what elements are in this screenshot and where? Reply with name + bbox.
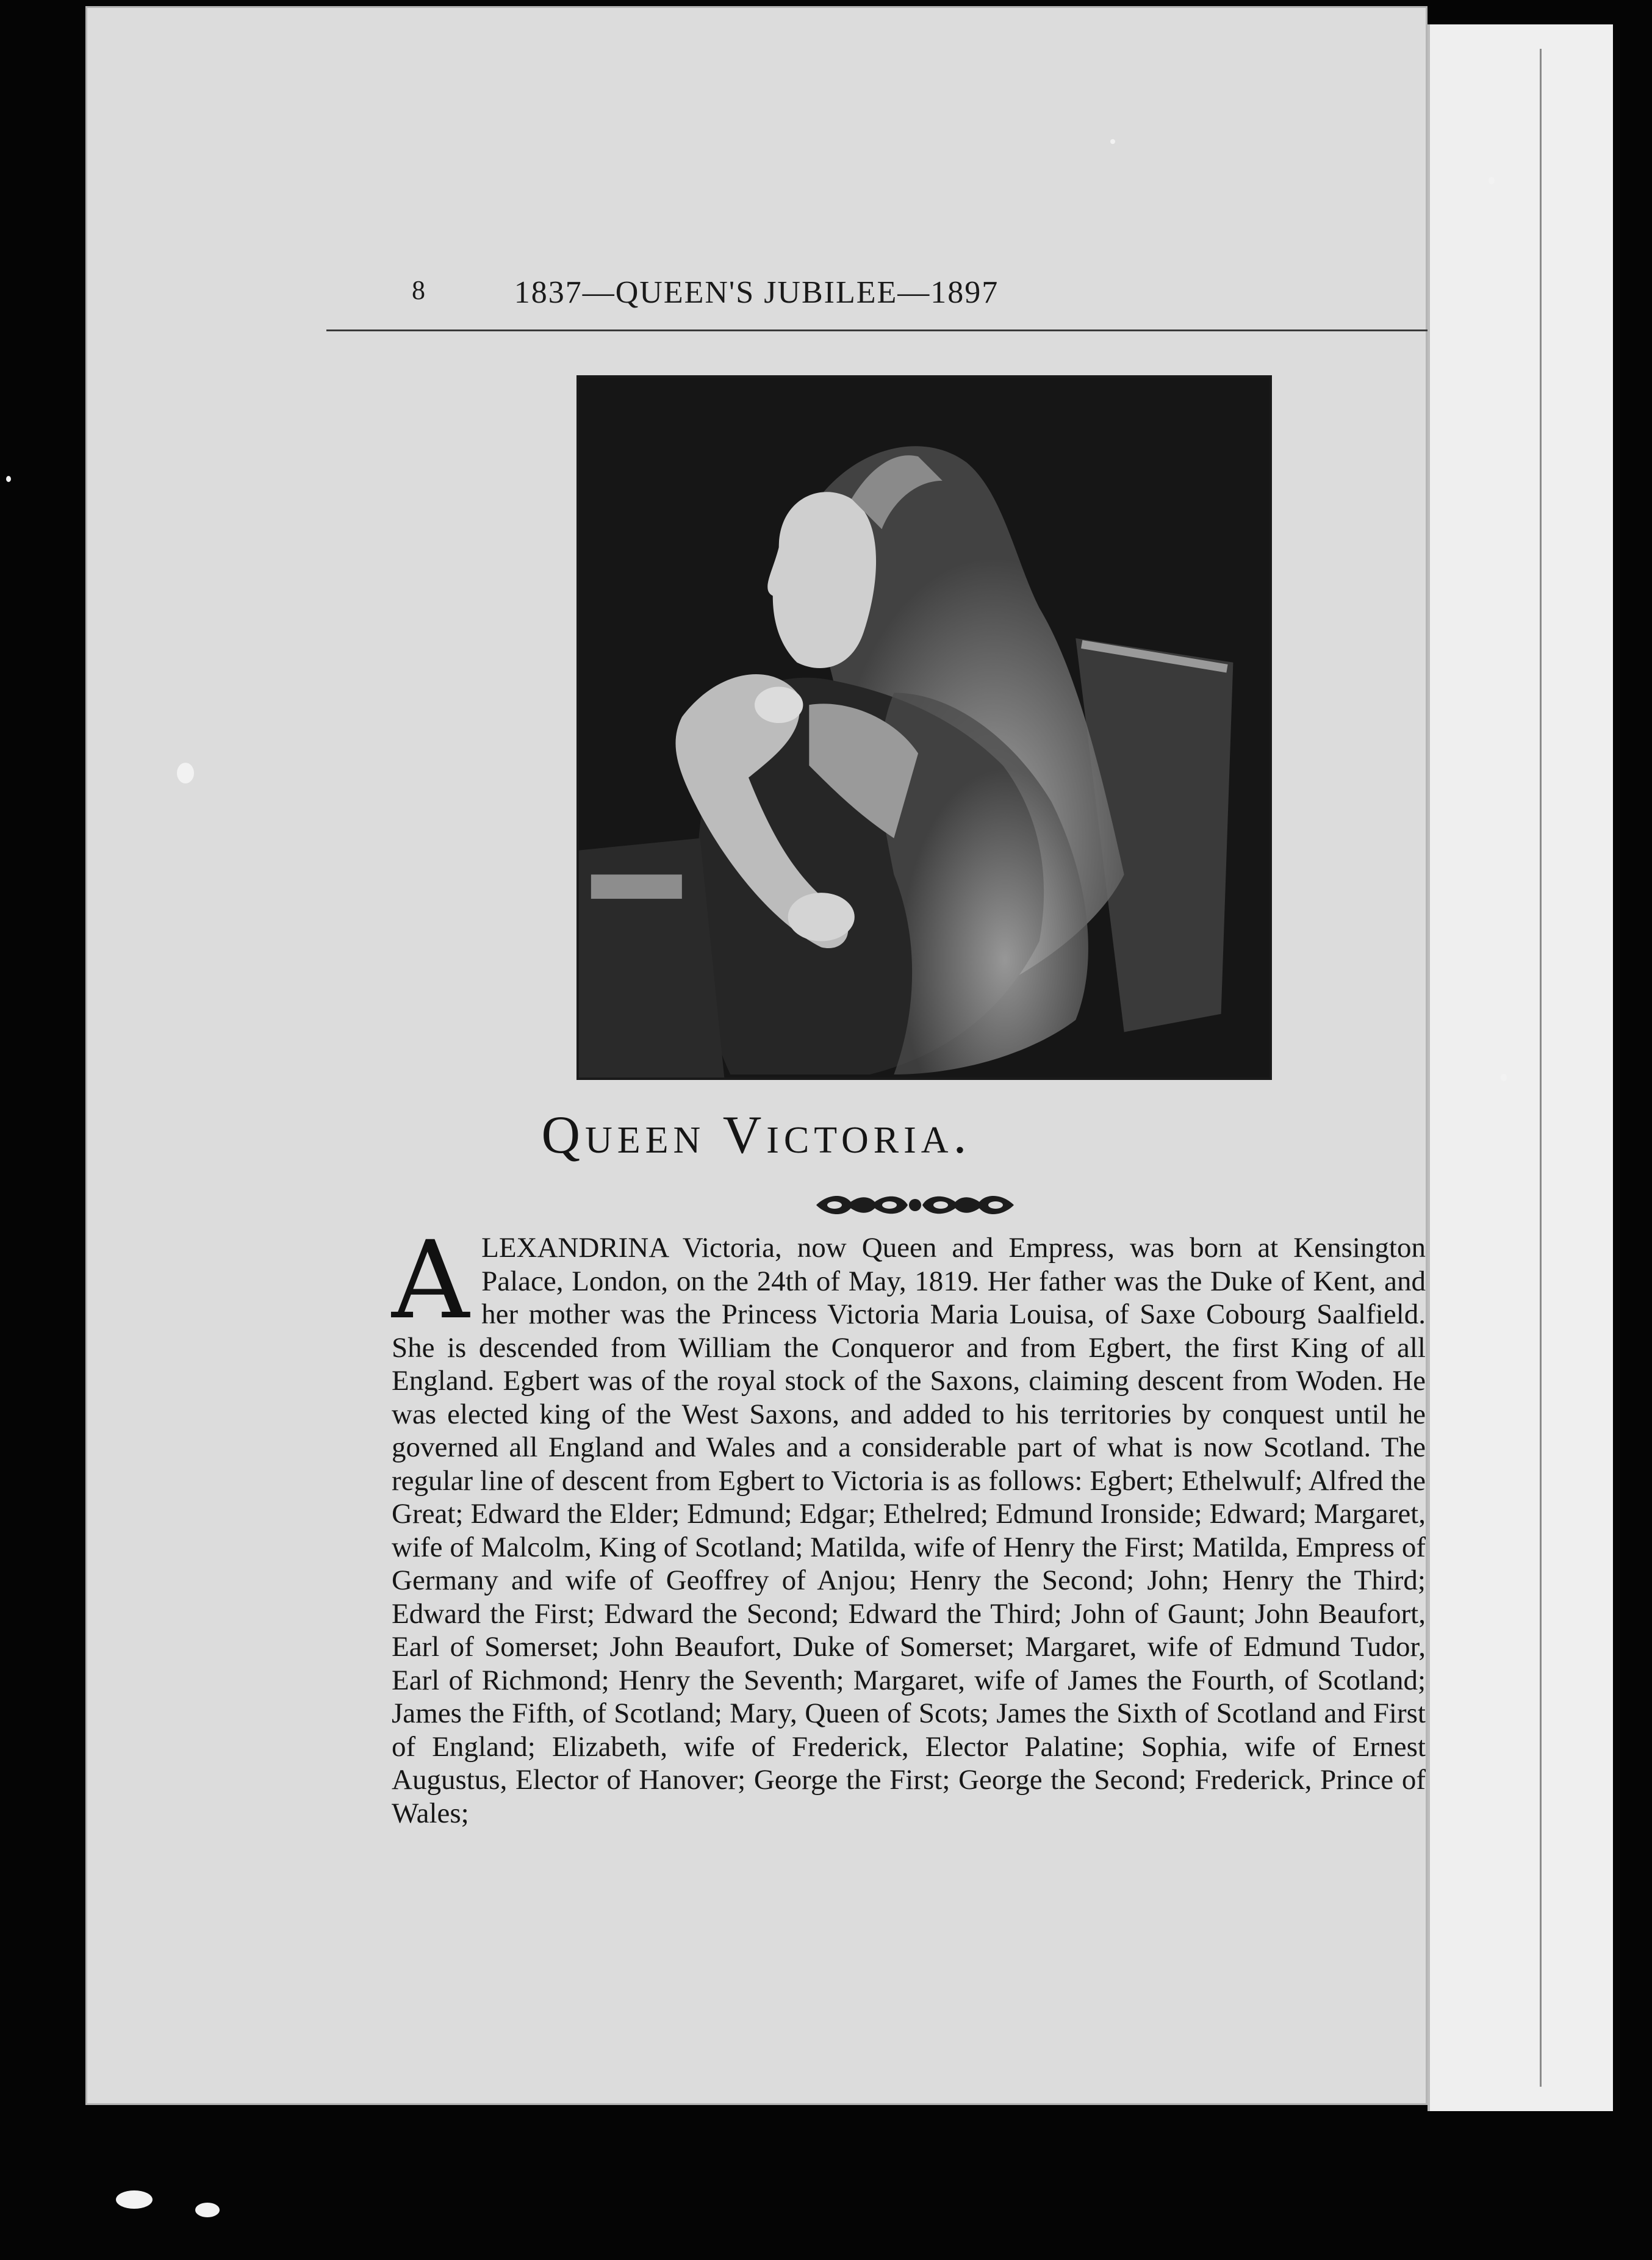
book-page bbox=[85, 6, 1428, 2105]
header-rule bbox=[326, 329, 1428, 331]
portrait-photograph-icon bbox=[579, 378, 1270, 1078]
portrait-photograph bbox=[576, 375, 1272, 1080]
page-fold-line bbox=[1540, 49, 1542, 2087]
page-number: 8 bbox=[412, 275, 425, 305]
article-body-text: LEXANDRINA Victoria, now Queen and Empress, was born at Kensington Palace, London, on the 24th of May, 1819. Her father was the Duke of Kent, and her mother was the Princess Victoria Maria Louisa, of Saxe Cobourg Saalfield. She is descended from William the Conqueror and from Egbert, the first King of all England. Egbert was of the royal stock of the Saxons, claiming descent from Woden. He was elected king of the West Saxons, and added to his territories by conquest until he governed all England and Wales and a considerable part of what is now Scotland. The regular line of descent from Egbert to Victoria is as follows: Egbert; Ethelwulf; Alfred the Great; Edward the Elder; Edmund; Edgar; Ethelred; Edmund Ironside; Edward; Margaret, wife of Malcolm, King of Scotland; Matilda, wife of Henry the First; Matilda, Empress of Germany and wife of Geoffrey of Anjou; Henry the Second; John; Henry the Third; Edward the First; Edward the Second; Edward the Third; John of Gaunt; John Beaufort, Earl of Somerset; John Beaufort, Duke of Somerset; Margaret, wife of Edmund Tudor, Earl of Richmond; Henry the Seventh; Margaret, wife of James the Fourth, of Scotland; James the Fifth, of Scotland; Mary, Queen of Scots; James the Sixth of Scotland and First of England; Elizabeth, wife of Frederick, Elector Palatine; Sophia, wife of Ernest Augustus, Elector of Hanover; George the First; George the Second; Frederick, Prince of Wales; bbox=[392, 1232, 1426, 1829]
article-title: Queen Victoria. bbox=[541, 1106, 972, 1165]
drop-cap: A bbox=[392, 1218, 470, 1343]
adjacent-page-edge bbox=[1428, 24, 1613, 2111]
article-body bbox=[392, 1218, 1426, 1830]
ornament-divider-icon bbox=[810, 1187, 1020, 1223]
running-head: 1837—QUEEN'S JUBILEE—1897 bbox=[514, 275, 999, 310]
